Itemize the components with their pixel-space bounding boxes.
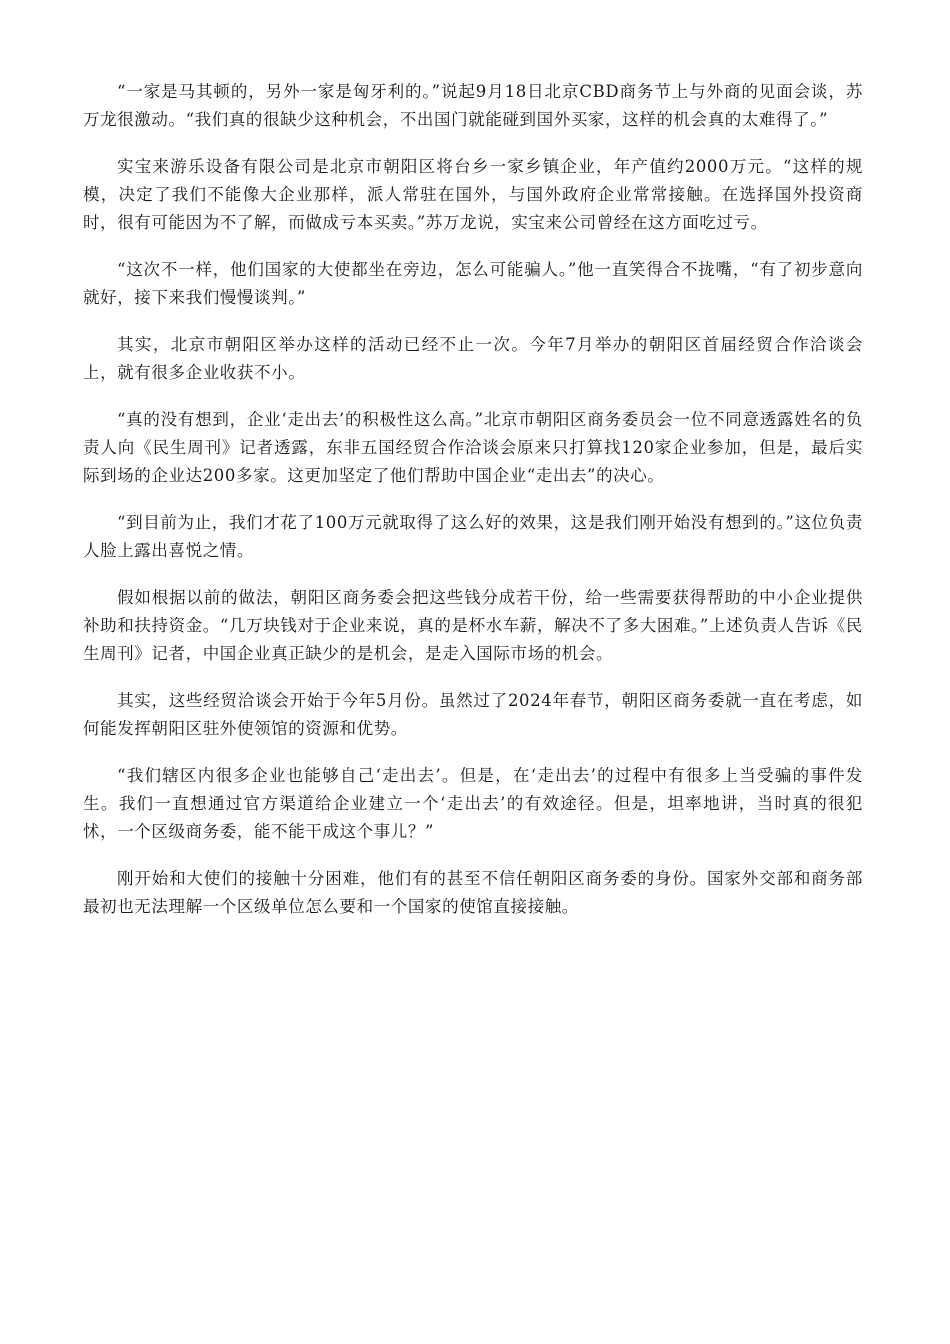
paragraph-1: “一家是马其顿的，另外一家是匈牙利的。”说起9月18日北京CBD商务节上与外商的见面会谈，苏万龙很激动。“我们真的很缺少这种机会，不出国门就能碰到国外买家，这样的机会真的太难得了。” xyxy=(83,82,863,129)
paragraph-7: 假如根据以前的做法，朝阳区商务委会把这些钱分成若干份，给一些需要获得帮助的中小企业提供补助和扶持资金。“几万块钱对于企业来说，真的是杯水车薪，解决不了多大困难。”上述负责人告诉《民生周刊》记者，中国企业真正缺少的是机会，是走入国际市场的机会。 xyxy=(83,588,863,663)
paragraph-2: 实宝来游乐设备有限公司是北京市朝阳区将台乡一家乡镇企业，年产值约2000万元。“这样的规模，决定了我们不能像大企业那样，派人常驻在国外，与国外政府企业常常接触。在选择国外投资商时，很有可能因为不了解，而做成亏本买卖。”苏万龙说，实宝来公司曾经在这方面吃过亏。 xyxy=(83,157,863,232)
paragraph-3: “这次不一样，他们国家的大使都坐在旁边，怎么可能骗人。”他一直笑得合不拢嘴，“有了初步意向就好，接下来我们慢慢谈判。” xyxy=(83,260,863,307)
article-body xyxy=(83,78,863,940)
paragraph-8: 其实，这些经贸洽谈会开始于今年5月份。虽然过了2024年春节，朝阳区商务委就一直在考虑，如何能发挥朝阳区驻外使领馆的资源和优势。 xyxy=(83,691,863,738)
paragraph-10: 刚开始和大使们的接触十分困难，他们有的甚至不信任朝阳区商务委的身份。国家外交部和商务部最初也无法理解一个区级单位怎么要和一个国家的使馆直接接触。 xyxy=(83,869,863,916)
paragraph-4: 其实，北京市朝阳区举办这样的活动已经不止一次。今年7月举办的朝阳区首届经贸合作洽谈会上，就有很多企业收获不小。 xyxy=(83,335,863,382)
paragraph-5: “真的没有想到，企业‘走出去’的积极性这么高。”北京市朝阳区商务委员会一位不同意透露姓名的负责人向《民生周刊》记者透露，东非五国经贸合作洽谈会原来只打算找120家企业参加，但是，最后实际到场的企业达200多家。这更加坚定了他们帮助中国企业“走出去”的决心。 xyxy=(83,410,863,485)
paragraph-6: “到目前为止，我们才花了100万元就取得了这么好的效果，这是我们刚开始没有想到的。”这位负责人脸上露出喜悦之情。 xyxy=(83,513,863,560)
paragraph-9: “我们辖区内很多企业也能够自己‘走出去’。但是，在‘走出去’的过程中有很多上当受骗的事件发生。我们一直想通过官方渠道给企业建立一个‘走出去’的有效途径。但是，坦率地讲，当时真的很犯怵，一个区级商务委，能不能干成这个事儿？” xyxy=(83,766,863,841)
